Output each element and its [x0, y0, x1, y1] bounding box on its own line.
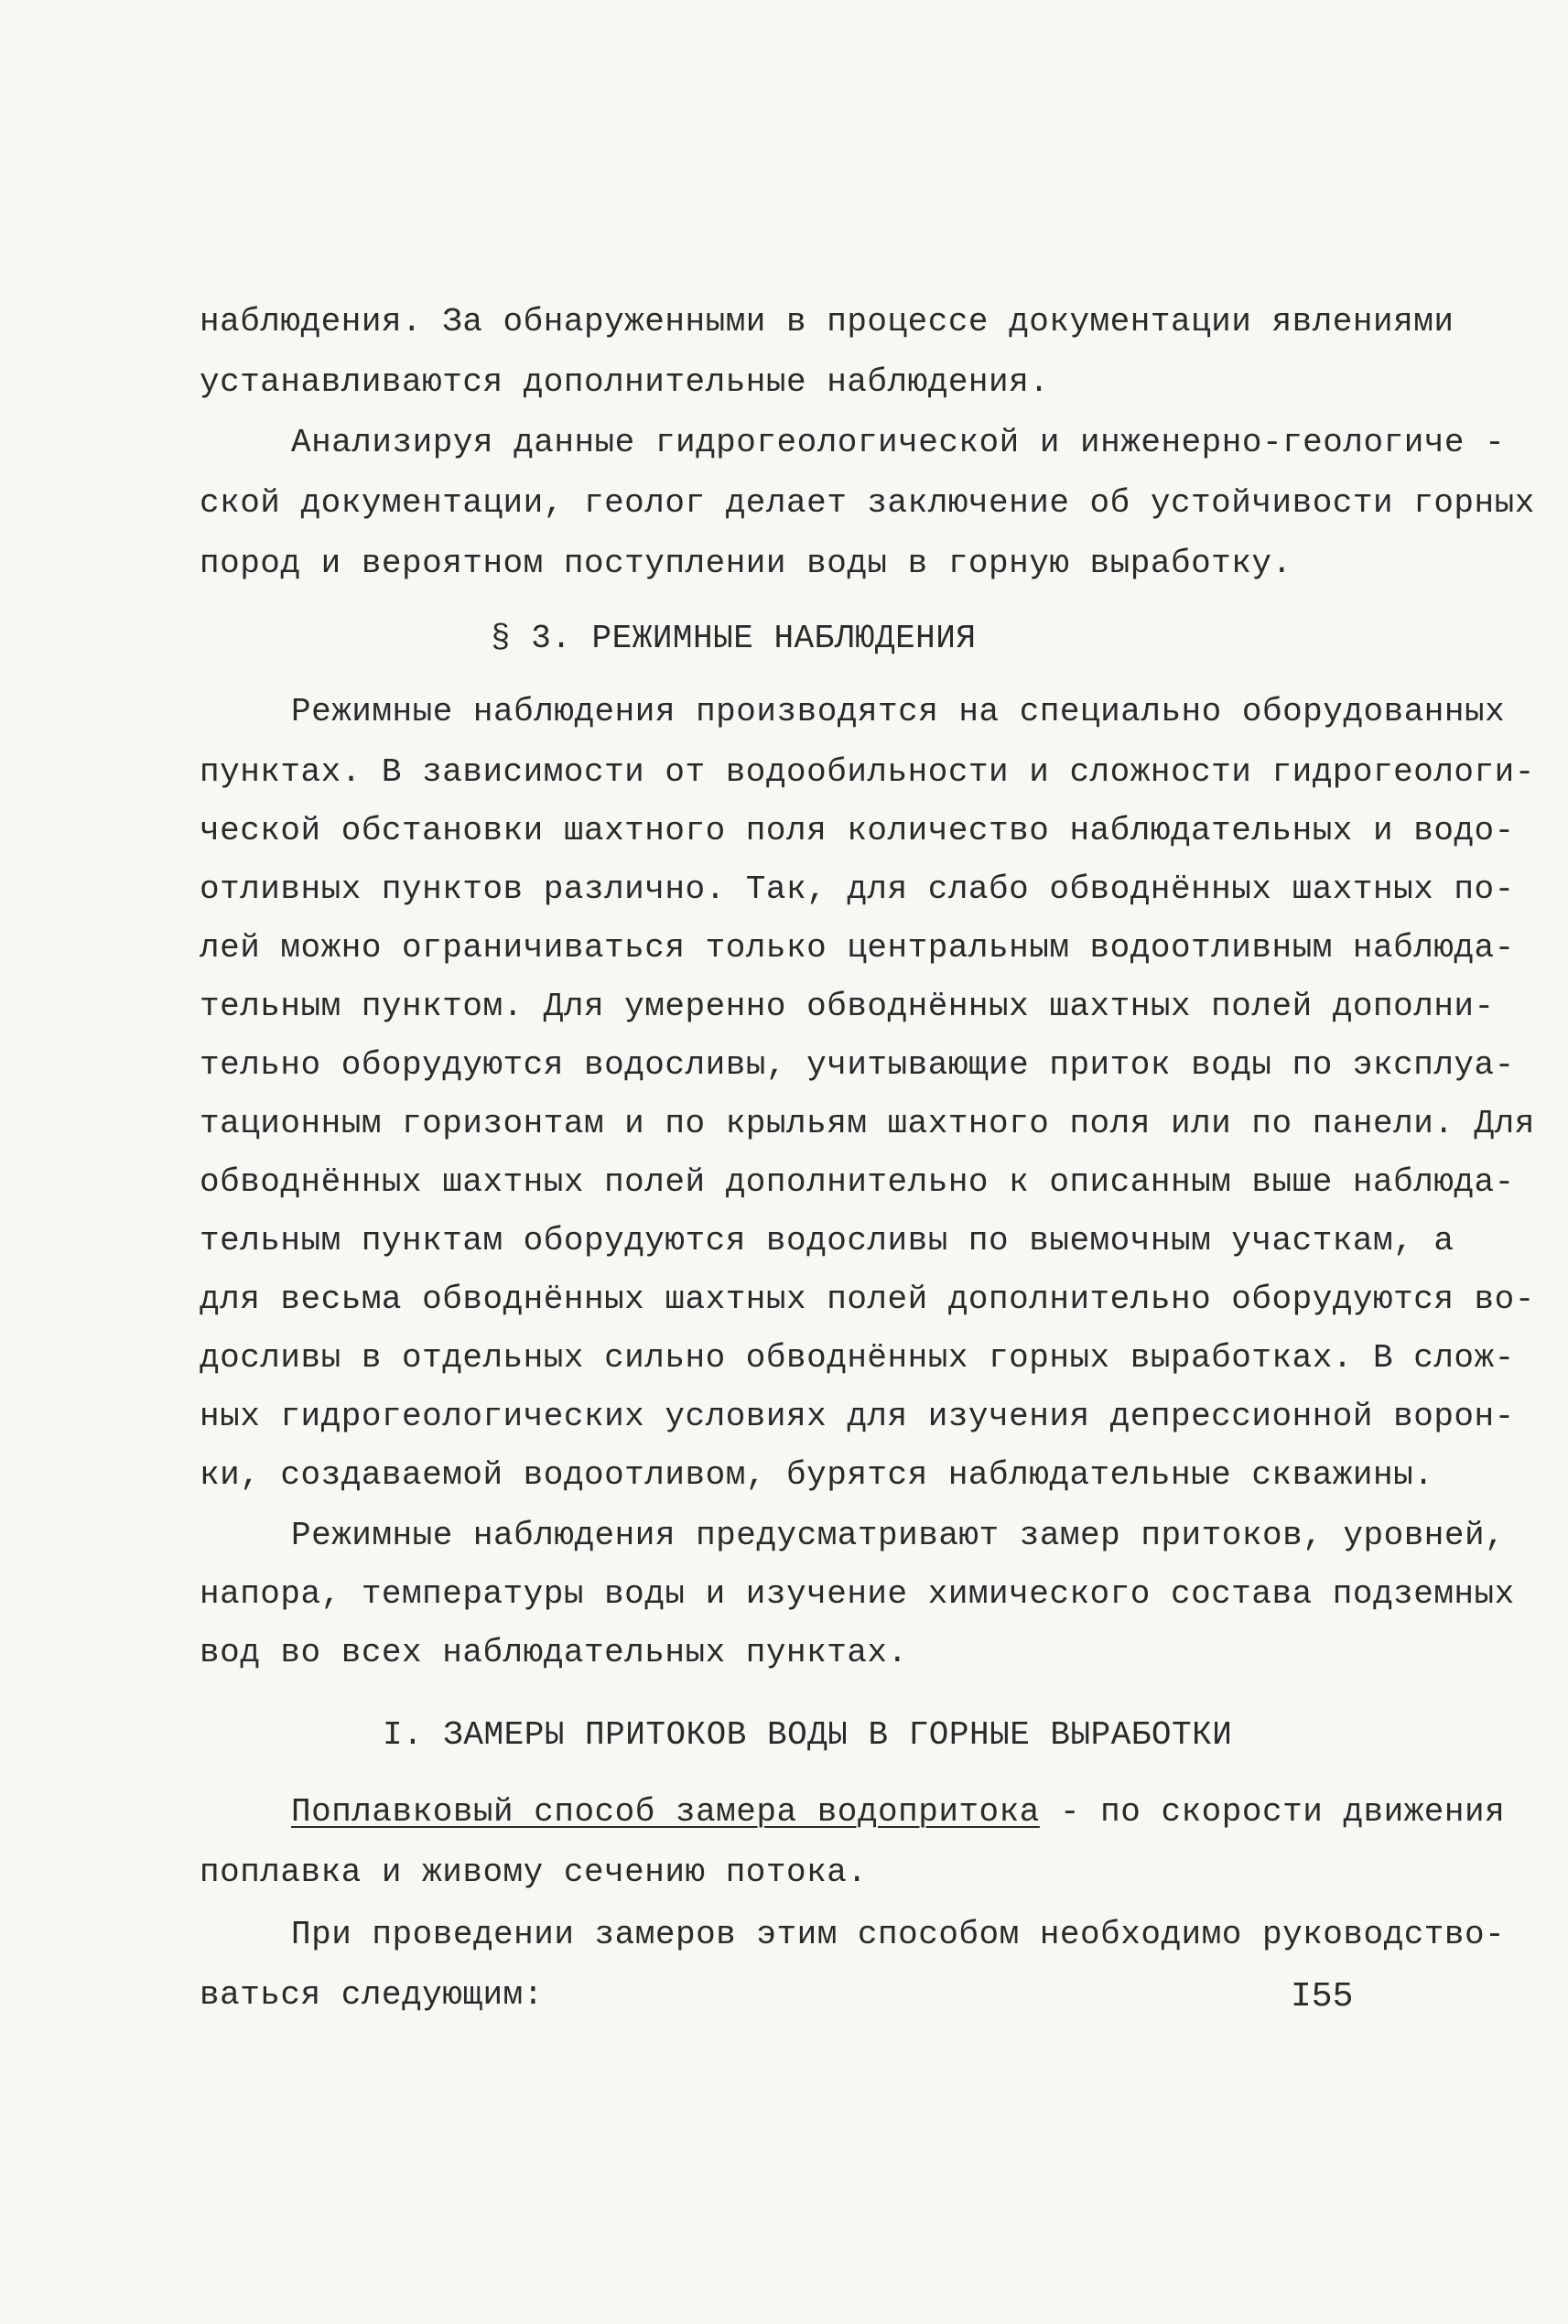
text-line: наблюдения. За обнаруженными в процессе документации явлениями — [200, 303, 1454, 340]
text-line: обводнённых шахтных полей дополнительно к описанным выше наблюда- — [200, 1163, 1515, 1201]
text-line: поплавка и живому сечению потока. — [200, 1854, 868, 1891]
text-line: ваться следующим: — [200, 1976, 544, 2014]
text-line: тельным пунктам оборудуются водосливы по выемочным участкам, а — [200, 1222, 1454, 1259]
text-line: тельно оборудуются водосливы, учитывающие приток воды по эксплуа- — [200, 1046, 1515, 1084]
text-line: ской документации, геолог делает заключение об устойчивости горных — [200, 484, 1535, 522]
text-line: пунктах. В зависимости от водообильности и сложности гидрогеологи- — [200, 753, 1535, 791]
underlined-term: Поплавковый способ замера водопритока — [291, 1793, 1040, 1831]
text-line: ных гидрогеологических условиях для изучения депрессионной ворон- — [200, 1398, 1515, 1435]
text-line: отливных пунктов различно. Так, для слабо обводнённых шахтных по- — [200, 870, 1515, 908]
text-line: Режимные наблюдения производятся на специально оборудованных — [291, 693, 1506, 730]
text-line: тельным пунктом. Для умеренно обводнённых шахтных полей дополни- — [200, 988, 1495, 1025]
text-line: При проведении замеров этим способом необходимо руководство- — [291, 1916, 1506, 1953]
text-line: досливы в отдельных сильно обводнённых горных выработках. В слож- — [200, 1339, 1515, 1377]
text-line: для весьма обводнённых шахтных полей дополнительно оборудуются во- — [200, 1281, 1535, 1318]
section-heading: § 3. РЕЖИМНЫЕ НАБЛЮДЕНИЯ — [491, 620, 977, 657]
text-line: тационным горизонтам и по крыльям шахтного поля или по панели. Для — [200, 1105, 1535, 1142]
page-number: I55 — [1291, 1977, 1354, 2016]
text-line: Режимные наблюдения предусматривают замер притоков, уровней, — [291, 1517, 1506, 1554]
text-line: Анализируя данные гидрогеологической и инженерно-геологиче - — [291, 424, 1506, 461]
text-line: напора, температуры воды и изучение химического состава подземных — [200, 1575, 1515, 1613]
text-line — [291, 1792, 1505, 1832]
subsection-heading: I. ЗАМЕРЫ ПРИТОКОВ ВОДЫ В ГОРНЫЕ ВЫРАБОТКИ — [383, 1716, 1233, 1754]
text-line: ки, создаваемой водоотливом, бурятся наблюдательные скважины. — [200, 1456, 1434, 1494]
text-fragment: - по скорости движения — [1039, 1793, 1506, 1831]
text-line: пород и вероятном поступлении воды в горную выработку. — [200, 545, 1292, 582]
text-line: ческой обстановки шахтного поля количество наблюдательных и водо- — [200, 812, 1515, 849]
text-line: вод во всех наблюдательных пунктах. — [200, 1634, 908, 1671]
text-line: лей можно ограничиваться только центральным водоотливным наблюда- — [200, 929, 1515, 967]
text-line: устанавливаются дополнительные наблюдения. — [200, 363, 1050, 401]
